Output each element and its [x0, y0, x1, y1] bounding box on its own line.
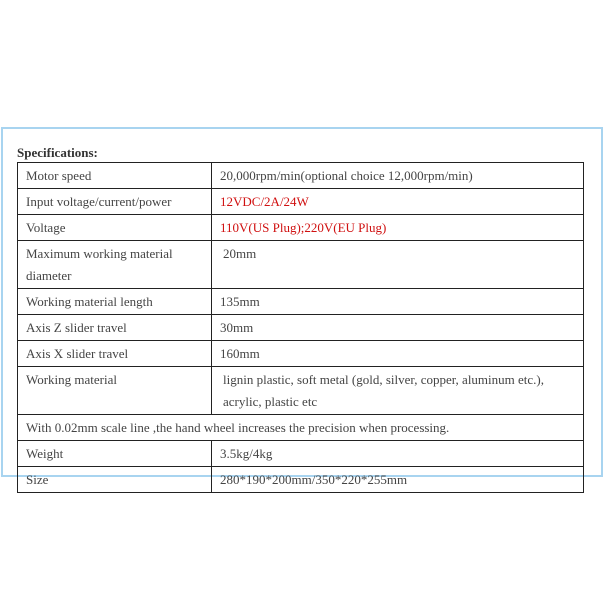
row-value: 20,000rpm/min(optional choice 12,000rpm/min) — [212, 163, 584, 189]
row-label: Voltage — [18, 215, 212, 241]
row-label: Axis Z slider travel — [18, 315, 212, 341]
table-row — [18, 315, 584, 341]
spec-panel — [1, 127, 603, 487]
table-row — [18, 367, 584, 415]
row-value: 30mm — [212, 315, 584, 341]
row-value: lignin plastic, soft metal (gold, silver, copper, aluminum etc.), acrylic, plastic etc — [212, 367, 584, 415]
row-label: Motor speed — [18, 163, 212, 189]
row-value: 160mm — [212, 341, 584, 367]
table-row — [18, 163, 584, 189]
table-row — [18, 441, 584, 467]
table-row — [18, 189, 584, 215]
row-label: Size — [18, 467, 212, 493]
row-value: 280*190*200mm/350*220*255mm — [212, 467, 584, 493]
row-note: With 0.02mm scale line ,the hand wheel increases the precision when processing. — [18, 415, 584, 441]
table-row-note — [18, 415, 584, 441]
row-value: 3.5kg/4kg — [212, 441, 584, 467]
row-label: Input voltage/current/power — [18, 189, 212, 215]
row-value: 12VDC/2A/24W — [212, 189, 584, 215]
table-row — [18, 215, 584, 241]
table-row — [18, 241, 584, 289]
table-row — [18, 289, 584, 315]
row-value: 135mm — [212, 289, 584, 315]
row-label: Axis X slider travel — [18, 341, 212, 367]
row-label: Working material length — [18, 289, 212, 315]
row-value: 20mm — [212, 241, 584, 289]
row-label: Maximum working material diameter — [18, 241, 212, 289]
row-label: Working material — [18, 367, 212, 415]
table-row — [18, 341, 584, 367]
row-label: Weight — [18, 441, 212, 467]
spec-title: Specifications: — [17, 145, 98, 160]
row-value: 110V(US Plug);220V(EU Plug) — [212, 215, 584, 241]
spec-table — [17, 162, 584, 493]
table-row — [18, 467, 584, 493]
